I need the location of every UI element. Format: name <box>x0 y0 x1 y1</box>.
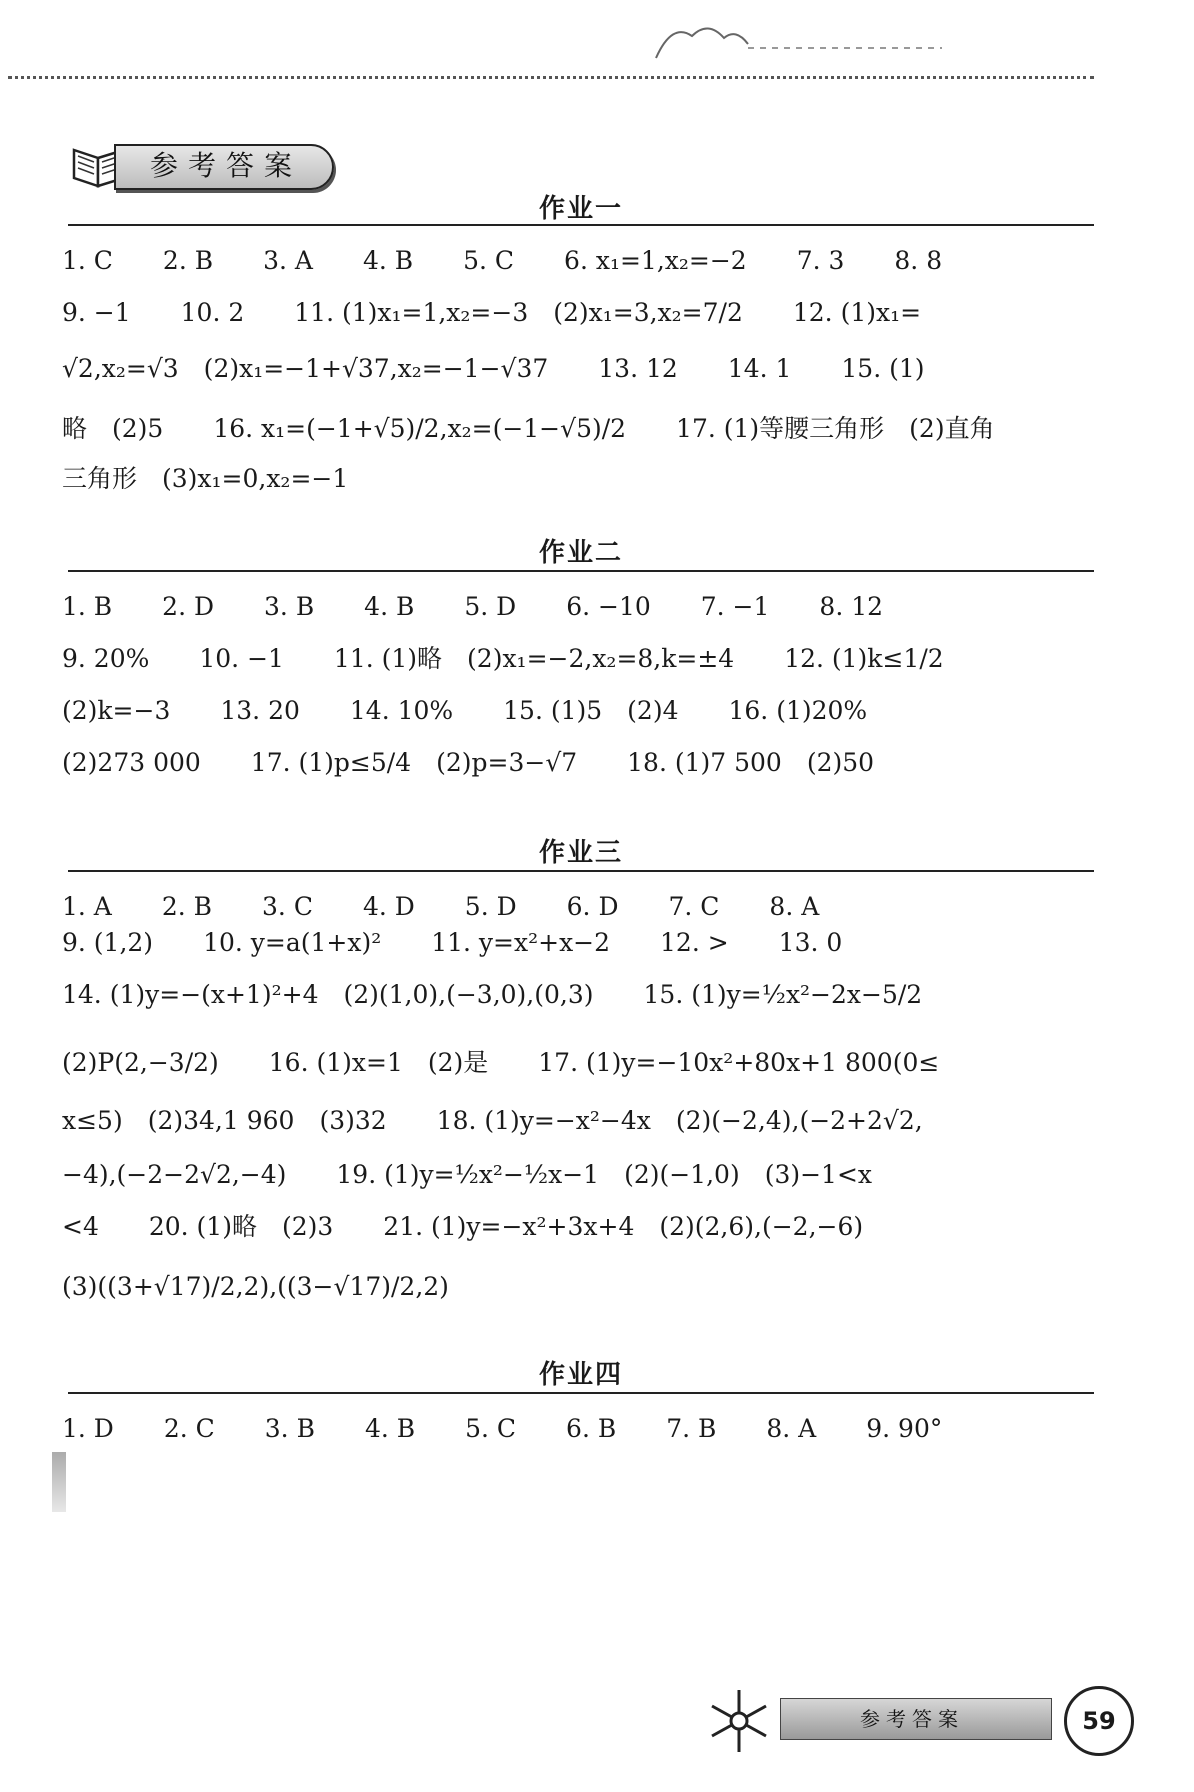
section-title-2: 作业二 <box>538 538 623 568</box>
answer-line: 14. (1)y=−(x+1)²+4 (2)(1,0),(−3,0),(0,3) 15. (1)y=½x²−2x−5/2 <box>62 980 923 1009</box>
answer-line: 1. B 2. D 3. B 4. B 5. D 6. −10 7. −1 8. 12 <box>62 592 884 621</box>
answer-line: −4),(−2−2√2,−4) 19. (1)y=½x²−½x−1 (2)(−1,0) (3)−1<x <box>62 1160 873 1189</box>
section-rule-1 <box>68 224 1094 226</box>
page-footer <box>700 1682 1140 1762</box>
answer-line: 1. C 2. B 3. A 4. B 5. C 6. x₁=1,x₂=−2 7. 3 8. 8 <box>62 246 943 275</box>
answer-line: <4 20. (1)略 (2)3 21. (1)y=−x²+3x+4 (2)(2,6),(−2,−6) <box>62 1212 864 1241</box>
answer-line: (2)273 000 17. (1)p≤5/4 (2)p=3−√7 18. (1)7 500 (2)50 <box>62 748 875 777</box>
binding-mark <box>52 1452 66 1512</box>
snowflake-icon <box>704 1686 774 1756</box>
section-title-1: 作业一 <box>538 194 623 224</box>
answer-line: (3)((3+√17)/2,2),((3−√17)/2,2) <box>62 1272 449 1301</box>
banner-title: 参考答案 <box>149 149 302 182</box>
answer-line: 1. A 2. B 3. C 4. D 5. D 6. D 7. C 8. A <box>62 892 820 921</box>
answer-line: 三角形 (3)x₁=0,x₂=−1 <box>62 464 349 493</box>
page-number: 59 <box>1082 1707 1116 1735</box>
section-rule-2 <box>68 570 1094 572</box>
footer-label: 参考答案 <box>860 1707 964 1731</box>
answer-line: 1. D 2. C 3. B 4. B 5. C 6. B 7. B 8. A 9. 90° <box>62 1414 943 1443</box>
answer-key-banner <box>68 140 338 190</box>
answer-line: x≤5) (2)34,1 960 (3)32 18. (1)y=−x²−4x (2)(−2,4),(−2+2√2, <box>62 1106 923 1135</box>
section-rule-3 <box>68 870 1094 872</box>
answer-line: 9. (1,2) 10. y=a(1+x)² 11. y=x²+x−2 12. > 13. 0 <box>62 928 843 957</box>
page-number-badge <box>1064 1686 1134 1756</box>
section-title-4: 作业四 <box>538 1360 623 1390</box>
answer-line: (2)k=−3 13. 20 14. 10% 15. (1)5 (2)4 16. (1)20% <box>62 696 868 725</box>
header-decoration-icon <box>652 18 952 64</box>
answer-line: (2)P(2,−3/2) 16. (1)x=1 (2)是 17. (1)y=−10x²+80x+1 800(0≤ <box>62 1048 940 1077</box>
answer-line: √2,x₂=√3 (2)x₁=−1+√37,x₂=−1−√37 13. 12 14. 1 15. (1) <box>62 354 925 383</box>
section-title-3: 作业三 <box>538 838 623 868</box>
answer-line: 9. 20% 10. −1 11. (1)略 (2)x₁=−2,x₂=8,k=±4 12. (1)k≤1/2 <box>62 644 944 673</box>
section-rule-4 <box>68 1392 1094 1394</box>
top-dotted-rule <box>8 76 1094 79</box>
answer-line: 略 (2)5 16. x₁=(−1+√5)/2,x₂=(−1−√5)/2 17. (1)等腰三角形 (2)直角 <box>62 414 995 443</box>
answer-line: 9. −1 10. 2 11. (1)x₁=1,x₂=−3 (2)x₁=3,x₂=7/2 12. (1)x₁= <box>62 298 922 327</box>
